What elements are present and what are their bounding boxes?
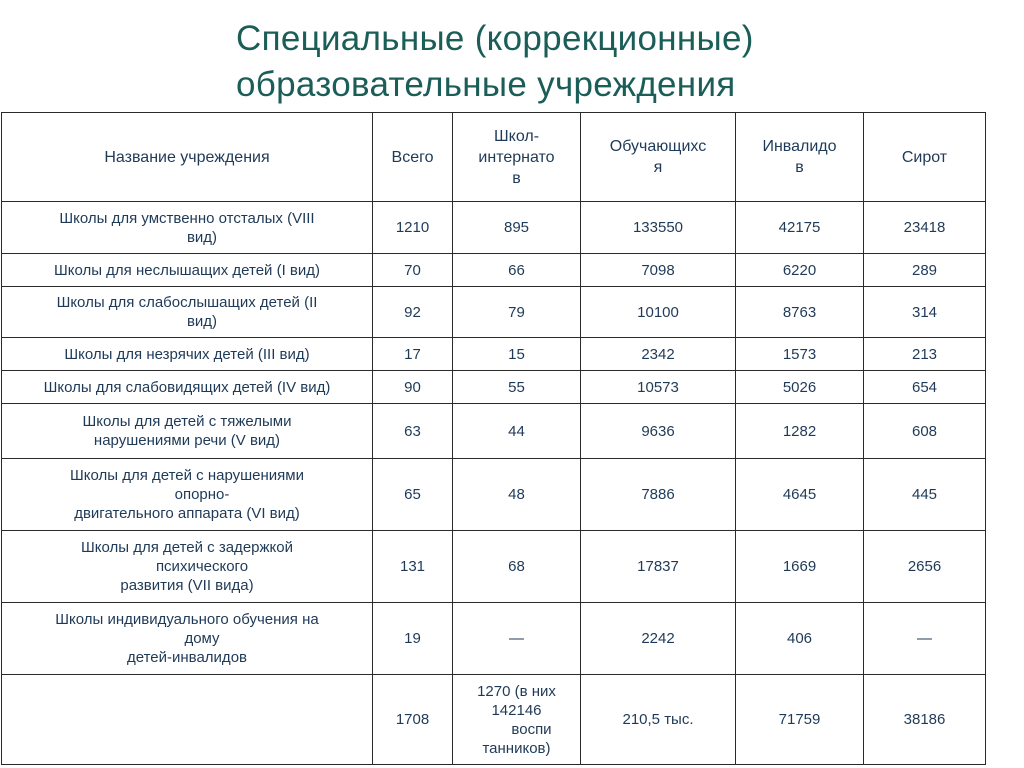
cell-boarding: 15	[453, 338, 581, 371]
cell-disabled: 1573	[736, 338, 864, 371]
table-row	[2, 459, 986, 531]
cell-total: 65	[373, 459, 453, 531]
cell-disabled: 42175	[736, 202, 864, 254]
cell-students: 2342	[581, 338, 736, 371]
table-row	[2, 603, 986, 675]
cell-boarding: 68	[453, 531, 581, 603]
cell-students: 2242	[581, 603, 736, 675]
cell-students: 7098	[581, 254, 736, 287]
cell-total: 63	[373, 404, 453, 459]
title-line-2: образовательные учреждения	[236, 65, 736, 104]
cell-disabled: 6220	[736, 254, 864, 287]
title-line-1: Специальные (коррекционные)	[236, 19, 754, 58]
row-name: Школы для умственно отсталых (VIII вид)	[2, 202, 373, 254]
cell-disabled: 8763	[736, 287, 864, 338]
cell-orphans: 2656	[864, 531, 986, 603]
totals-row	[2, 675, 986, 765]
table-row	[2, 338, 986, 371]
cell-disabled: 4645	[736, 459, 864, 531]
row-name: Школы для детей с тяжелыми нарушениями речи (V вид)	[2, 404, 373, 459]
totals-orphans: 38186	[864, 675, 986, 765]
row-name: Школы для слабовидящих детей (IV вид)	[2, 371, 373, 404]
table-row	[2, 404, 986, 459]
row-name: Школы для детей с нарушениями опорно- двигательного аппарата (VI вид)	[2, 459, 373, 531]
row-name: Школы индивидуального обучения на дому детей-инвалидов	[2, 603, 373, 675]
cell-boarding: 66	[453, 254, 581, 287]
row-name: Школы для неслышащих детей (I вид)	[2, 254, 373, 287]
header-boarding: Школ- интернато в	[453, 113, 581, 202]
totals-boarding: 1270 (в них 142146 воспи танников)	[453, 675, 581, 765]
cell-students: 10100	[581, 287, 736, 338]
cell-disabled: 1669	[736, 531, 864, 603]
header-orphans: Сирот	[864, 113, 986, 202]
totals-total: 1708	[373, 675, 453, 765]
cell-orphans: 289	[864, 254, 986, 287]
table-row	[2, 254, 986, 287]
cell-students: 133550	[581, 202, 736, 254]
cell-total: 19	[373, 603, 453, 675]
totals-students: 210,5 тыс.	[581, 675, 736, 765]
cell-boarding: 48	[453, 459, 581, 531]
cell-orphans: 445	[864, 459, 986, 531]
header-total: Всего	[373, 113, 453, 202]
cell-total: 1210	[373, 202, 453, 254]
header-disabled: Инвалидо в	[736, 113, 864, 202]
cell-orphans: 608	[864, 404, 986, 459]
cell-orphans: 654	[864, 371, 986, 404]
row-name: Школы для детей с задержкой психического развития (VII вида)	[2, 531, 373, 603]
cell-boarding: 895	[453, 202, 581, 254]
table-row	[2, 287, 986, 338]
cell-orphans: 314	[864, 287, 986, 338]
cell-students: 9636	[581, 404, 736, 459]
cell-total: 131	[373, 531, 453, 603]
cell-total: 90	[373, 371, 453, 404]
cell-orphans: 213	[864, 338, 986, 371]
table-row	[2, 202, 986, 254]
cell-total: 17	[373, 338, 453, 371]
cell-students: 7886	[581, 459, 736, 531]
table-row	[2, 371, 986, 404]
row-name: Школы для слабослышащих детей (II вид)	[2, 287, 373, 338]
cell-students: 10573	[581, 371, 736, 404]
page-title	[236, 16, 996, 108]
row-name: Школы для незрячих детей (III вид)	[2, 338, 373, 371]
cell-total: 70	[373, 254, 453, 287]
header-name: Название учреждения	[2, 113, 373, 202]
table-header-row	[2, 113, 986, 202]
cell-boarding: —	[453, 603, 581, 675]
table-row	[2, 531, 986, 603]
cell-orphans: 23418	[864, 202, 986, 254]
cell-disabled: 1282	[736, 404, 864, 459]
header-students: Обучающихс я	[581, 113, 736, 202]
cell-boarding: 79	[453, 287, 581, 338]
cell-disabled: 406	[736, 603, 864, 675]
cell-orphans: —	[864, 603, 986, 675]
institutions-table	[1, 112, 986, 765]
totals-disabled: 71759	[736, 675, 864, 765]
cell-disabled: 5026	[736, 371, 864, 404]
cell-students: 17837	[581, 531, 736, 603]
cell-boarding: 44	[453, 404, 581, 459]
cell-total: 92	[373, 287, 453, 338]
cell-boarding: 55	[453, 371, 581, 404]
totals-name	[2, 675, 373, 765]
